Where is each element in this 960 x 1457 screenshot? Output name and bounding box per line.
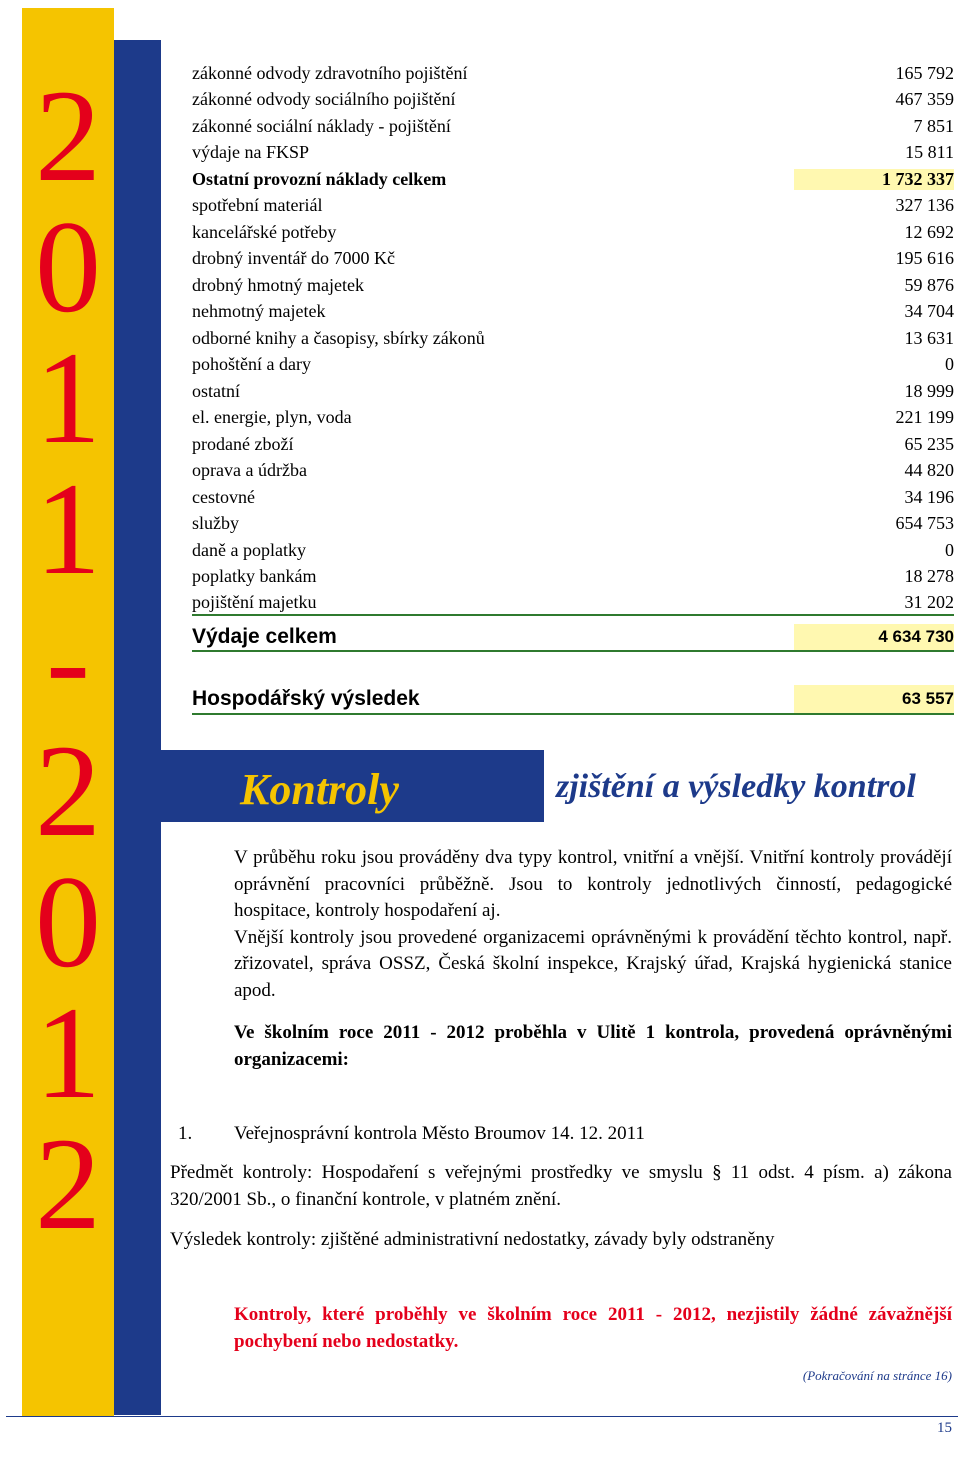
- table-row: [192, 272, 954, 299]
- page-number: 15: [937, 1420, 952, 1436]
- row-label: drobný hmotný majetek: [192, 274, 364, 295]
- row-label: pohoštění a dary: [192, 354, 311, 375]
- row-value: 654 753: [895, 513, 954, 534]
- row-label: zákonné odvody zdravotního pojištění: [192, 62, 468, 83]
- paragraph-text: Kontroly, které proběhly ve školním roce 2011 - 2012, nezjistily žádné závažnější pochybení nebo nedostatky.: [234, 1304, 952, 1352]
- table-row: [192, 193, 954, 220]
- row-label: prodané zboží: [192, 433, 294, 454]
- list-text: Veřejnosprávní kontrola Město Broumov 14. 12. 2011: [234, 1123, 645, 1144]
- table-row: [192, 113, 954, 140]
- year-char: 0: [35, 848, 101, 995]
- total-value: 4 634 730: [794, 624, 954, 650]
- row-value: 18 999: [904, 380, 954, 401]
- row-label: služby: [192, 513, 239, 534]
- row-label: nehmotný majetek: [192, 301, 326, 322]
- table-row: [192, 219, 954, 246]
- row-value: 195 616: [895, 248, 954, 269]
- year-char: 2: [35, 717, 101, 864]
- paragraph-text: Ve školním roce 2011 - 2012 proběhla v Ulitě 1 kontrola, provedená oprávněnými organizacemi:: [234, 1022, 952, 1070]
- row-value: 1 732 337: [794, 169, 954, 190]
- row-label: výdaje na FKSP: [192, 142, 309, 163]
- row-value: 0: [945, 354, 954, 375]
- row-value: 7 851: [913, 115, 954, 136]
- table-row: [192, 405, 954, 432]
- paragraph-subject: Předmět kontroly: Hospodaření s veřejnými prostředky ve smyslu § 11 odst. 4 písm. a) zákona 320/2001 Sb., o finanční kontrole, v platném znění.: [170, 1162, 952, 1210]
- row-value: 65 235: [904, 433, 954, 454]
- year-char: 1: [35, 455, 101, 602]
- section-title: Kontroly: [240, 765, 399, 814]
- table-row: [192, 537, 954, 564]
- continuation-note: (Pokračování na stránce 16): [802, 1368, 952, 1383]
- side-band-blue: [114, 40, 161, 1415]
- row-value: 0: [945, 539, 954, 560]
- expense-table: [192, 60, 954, 616]
- year-char: 1: [35, 324, 101, 471]
- row-value: 34 704: [904, 301, 954, 322]
- table-row: [192, 60, 954, 87]
- paragraph-text: V průběhu roku jsou prováděny dva typy kontrol, vnitřní a vnější. Vnitřní kontroly provádějí oprávnění pracovníci průběžně. Jsou to kontroly jednotlivých činností, pedagogické hospitace, kontroly hospodaření aj.: [234, 847, 952, 921]
- paragraph-text: Vnější kontroly jsou provedené organizacemi oprávněnými k provádění těchto kontrol, např. zřizovatel, správa OSSZ, Česká školní inspekce, Krajský úřad, Krajská hygienická stanice apod.: [234, 926, 952, 1001]
- list-item: [178, 1123, 645, 1145]
- row-value: 34 196: [904, 486, 954, 507]
- row-label: kancelářské potřeby: [192, 221, 337, 242]
- row-value: 165 792: [895, 62, 954, 83]
- row-value: 15 811: [905, 142, 954, 163]
- row-label: oprava a údržba: [192, 460, 307, 481]
- table-row: [192, 431, 954, 458]
- footer-rule: [6, 1416, 958, 1417]
- paragraph-summary: [170, 1020, 952, 1073]
- table-row: [192, 140, 954, 167]
- row-label: zákonné odvody sociálního pojištění: [192, 89, 456, 110]
- paragraph-intro: [170, 845, 952, 1004]
- row-value: 221 199: [895, 407, 954, 428]
- row-label: poplatky bankám: [192, 566, 317, 587]
- row-label: daně a poplatky: [192, 539, 306, 560]
- year-char: 2: [35, 1110, 101, 1257]
- row-value: 467 359: [895, 89, 954, 110]
- table-row: [192, 246, 954, 273]
- table-row: [192, 166, 954, 193]
- result-label: Hospodářský výsledek: [192, 687, 420, 710]
- row-value: 31 202: [904, 591, 954, 612]
- row-value: 327 136: [895, 195, 954, 216]
- result-row: [192, 685, 954, 715]
- row-label: zákonné sociální náklady - pojištění: [192, 115, 451, 136]
- total-label: Výdaje celkem: [192, 625, 337, 648]
- table-row: [192, 511, 954, 538]
- side-year: [22, 62, 114, 1257]
- row-value: 44 820: [904, 460, 954, 481]
- row-value: 18 278: [904, 566, 954, 587]
- row-value: 13 631: [904, 327, 954, 348]
- paragraph-result: Výsledek kontroly: zjištěné administrativní nedostatky, závady byly odstraněny: [170, 1229, 775, 1250]
- paragraph-conclusion: [170, 1302, 952, 1355]
- table-row: [192, 352, 954, 379]
- row-label: Ostatní provozní náklady celkem: [192, 168, 447, 189]
- row-value: 59 876: [904, 274, 954, 295]
- row-label: spotřební materiál: [192, 195, 323, 216]
- row-label: ostatní: [192, 380, 240, 401]
- year-char: 0: [35, 193, 101, 340]
- table-row: [192, 484, 954, 511]
- result-value: 63 557: [794, 685, 954, 713]
- table-row: [192, 299, 954, 326]
- year-char: 2: [35, 62, 101, 209]
- year-char: -: [46, 586, 90, 733]
- year-char: 1: [35, 979, 101, 1126]
- row-label: pojištění majetku: [192, 591, 317, 612]
- table-row: [192, 590, 954, 616]
- row-label: el. energie, plyn, voda: [192, 407, 352, 428]
- table-row: [192, 325, 954, 352]
- list-number: 1.: [178, 1123, 193, 1144]
- row-label: odborné knihy a časopisy, sbírky zákonů: [192, 327, 485, 348]
- row-value: 12 692: [904, 221, 954, 242]
- table-row: [192, 87, 954, 114]
- row-label: cestovné: [192, 486, 255, 507]
- table-row: [192, 564, 954, 591]
- row-label: drobný inventář do 7000 Kč: [192, 248, 395, 269]
- section-subtitle: zjištění a výsledky kontrol: [556, 768, 916, 805]
- table-row: [192, 378, 954, 405]
- total-row: [192, 624, 954, 652]
- table-row: [192, 458, 954, 485]
